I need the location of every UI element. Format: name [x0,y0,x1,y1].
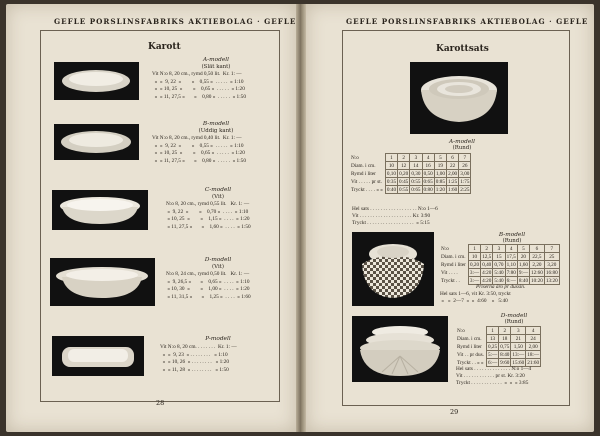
table-row [440,253,559,261]
cell: 26 [459,162,471,170]
karott-a-specs [152,71,246,101]
row-label: N:o [351,154,359,161]
spec-line: » » 9, 23 » . . . . . . . . » 1:10 [160,351,228,358]
cell: 1:25 [447,178,458,185]
cell: 0:85 [435,178,445,185]
spec-line: » 10, 30 » » 1,00 » . . . . » 1:20 [166,286,250,293]
cell: 3,20 [544,261,559,269]
karott-p-name: P-modell [205,336,231,342]
cell: 0,25 [488,343,498,350]
karottsats-d-name: D-modell [500,313,528,319]
cell: 0:40 [386,186,397,193]
spec-line: N:o 8, 24 cm., rymd 0,50 lit. Kr. 1: — [166,271,250,277]
cell: 13:— [512,351,525,358]
cell: 0:80 [423,186,433,193]
karottsats-b-photo [352,232,434,306]
cell: 17,5 [506,253,516,260]
cell: 4:20 [482,269,492,276]
cell: 3 [410,154,422,162]
cell: 1:60 [447,186,458,193]
cell: 21:60 [527,359,540,366]
cell: 1,60 [518,261,528,268]
cell: 7 [459,154,471,162]
karott-d-specs [166,271,251,301]
cell: 3:— [469,269,480,276]
cell: 24 [526,335,541,343]
karott-c-sub: (Vit) [212,194,224,200]
row-label: Diam. i cm. [457,335,482,342]
row-label: Rymd i liter [457,343,482,350]
table-row [350,162,471,170]
karottsats-d-vit-total: Vit . . . . . . . . . . . . pr st. Kr. 3:20 [456,373,525,379]
spec-line: » » 9, 22 » » 0,55 » . . . . . » 1:10 [152,142,244,149]
karott-c-specs [166,201,251,231]
karottsats-a-hel-sats: Hel sats . . . . . . . . . . . . . . . . . . N:o 1—6 [352,206,438,212]
spec-line: » 9, 26,5 » » 0,65 » . . . . » 1:10 [166,278,250,285]
spec-line: » » 10, 25 » » 0,65 » . . . . . » 1:20 [152,86,245,93]
cell: 15:60 [512,359,525,366]
table-row [456,343,541,351]
left-page-header: GEFLE PORSLINSFABRIKS AKTIEBOLAG · GEFLE [54,17,297,26]
cell: 0,30 [411,170,421,177]
spec-line: » » 11, 28 » . . . . . . . . » 1:50 [160,366,229,373]
karott-d-sub: (Vit) [212,264,224,270]
karott-b-photo [54,124,139,160]
cell: 3 [511,327,526,335]
cell: 22,5 [530,253,545,261]
spec-line: » » 9, 22 » » 0,55 » . . . . . » 1:10 [152,78,244,85]
spec-line: Vit N:o 8, 20 cm., rymd 0,40 lit. Kr. 1: — [152,135,242,141]
spec-line: » 10, 25 » » 1,15 » . . . . » 1:20 [166,216,250,223]
table-row [456,327,541,335]
cell: 0,20 [399,170,409,177]
table-row [350,154,471,162]
spec-line: » 9, 22 » » 0,70 » . . . . » 1:10 [166,208,249,215]
cell: 6:— [487,359,498,366]
karott-p-photo [52,336,144,376]
spec-line: Vit N:o 8, 20 cm., rymd 0,50 lit. Kr. 1: — [152,71,242,77]
cell: 10 [385,162,397,170]
karottsats-a-photo [410,62,508,134]
right-page-number: 29 [450,408,459,416]
row-label: Vit . . . . [441,269,458,276]
table-row [456,335,541,343]
karottsats-a-table [350,153,471,194]
karottsats-b-table [440,244,560,285]
cell: 7:80 [506,269,516,276]
row-label: Tryckt . . » » [457,359,484,366]
cell: 1,00 [435,170,445,177]
karottsats-d-sub: (Rund) [504,319,524,325]
karottsats-d-tryckt-total: Tryckt . . . . . . . . . . . . » » » 3:85 [456,380,529,386]
right-page-title: Karottsats [436,44,489,54]
cell: 1 [468,245,480,253]
cell: 2 [398,154,410,162]
left-page-title: Karott [148,42,181,52]
cell: 2 [499,327,511,335]
cell: 3,00 [460,170,470,177]
cell: 2 [481,245,493,253]
cell: 22 [446,162,458,170]
cell: 13 [486,335,498,343]
cell: 6:— [506,277,516,284]
karottsats-a-tryckt-total: Tryckt . . . . . . . . . . . . . . . . . . » 5:15 [352,220,430,226]
karottsats-b-price-note: Priserna äro pr dussin. [476,284,526,290]
cell: 0:65 [411,186,421,193]
karott-c-photo [52,190,148,230]
row-label: N:o [457,327,465,334]
cell: 18 [499,335,511,343]
table-row [440,269,559,277]
karottsats-b-sub: (Rund) [502,238,522,244]
karott-a-sub: (Slät kant) [201,64,231,70]
cell: 0,10 [386,170,396,177]
spec-line: » 11, 27,5 » » 1,60 » . . . . » 1:50 [166,223,251,230]
table-row [350,178,471,186]
cell: 10:20 [531,277,543,284]
cell: 5:— [487,351,498,358]
karott-d-name: D-modell [204,257,232,263]
cell: 2:25 [460,186,470,193]
cell: 0:35 [386,178,397,185]
row-label: N:o [441,245,449,252]
row-label: Tryckt . . [441,277,460,284]
cell: 0:65 [423,178,433,185]
karottsats-b-hel-sats: Hel sats 1—6, vit Kr. 3:50, tryckt [440,291,511,297]
cell: 0,40 [482,261,492,268]
cell: 0:45 [399,178,409,185]
spec-line: » 11, 31,5 » » 1,25 » . . . . » 1:60 [166,293,251,300]
cell: 0,70 [494,261,504,268]
cell: 5 [517,245,529,253]
cell: 12,5 [482,253,492,260]
row-label: Vit . . pr dus. [457,351,484,358]
karott-b-sub: (Uddig kant) [198,128,234,134]
cell: 14 [410,162,422,170]
karottsats-a-name: A-modell [449,139,475,145]
karottsats-b-name: B-modell [498,232,526,238]
cell: 18:— [527,351,540,358]
cell: 2,00 [526,343,541,351]
cell: 4:20 [482,277,492,284]
book-gutter [296,4,306,432]
spec-line: » » 10, 26 » . . . . . . . . » 1:20 [160,359,230,366]
row-label: Rymd i liter [351,170,376,177]
cell: 1 [486,327,498,335]
karott-c-name: C-modell [204,187,232,193]
spec-line: N:o 8, 20 cm., rymd 0,55 lit. Kr. 1: — [166,201,250,207]
cell: 9:— [518,269,529,276]
karott-b-name: B-modell [202,121,230,127]
karottsats-a-sub: (Rund) [452,145,472,151]
karottsats-a-vit-total: Vit . . . . . . . . . . . . . . . . . . . . Kr. 3:90 [352,213,431,219]
cell: 0,20 [469,261,480,268]
spec-line: » » 11, 27,5 » » 0,80 » . . . . . » 1:50 [152,93,246,100]
cell: 8:40 [518,277,529,284]
row-label: Diam. i cm. [441,253,466,260]
cell: 1,10 [506,261,516,268]
cell: 12:60 [531,269,543,276]
left-page [6,4,296,432]
cell: 9:60 [500,359,510,366]
karott-a-photo [54,62,139,100]
cell: 4 [526,327,541,335]
cell: 3 [493,245,505,253]
karottsats-d-hel-sats: Hel sats . . . . . . . . . . . . . . N:o 1—4 [456,366,532,372]
karott-p-specs [160,344,237,374]
row-label: Vit . . . . . pr st. [351,178,382,185]
cell: 0:55 [411,178,421,185]
row-label: Rymd i liter [441,261,466,268]
cell: 25 [544,253,559,261]
table-row [440,245,559,253]
cell: 12 [398,162,410,170]
cell: 0,75 [500,343,510,350]
left-page-number: 28 [156,399,165,407]
cell: 1:75 [460,178,470,185]
table-row [440,261,559,269]
cell: 5:40 [494,277,504,284]
cell: 16:80 [545,269,558,276]
cell: 7 [544,245,559,253]
row-label: Diam. i cm. [351,162,376,169]
karott-b-specs [152,135,246,165]
cell: 10 [468,253,480,261]
cell: 13:20 [545,277,558,284]
cell: 5:40 [494,269,504,276]
cell: 6 [446,154,458,162]
karott-a-name: A-modell [203,57,229,63]
table-row [456,351,541,359]
table-row [350,186,471,194]
cell: 1:20 [435,186,445,193]
cell: 0:55 [399,186,409,193]
karottsats-d-table [456,326,541,367]
cell: 8:40 [500,351,510,358]
spec-line: » » 10, 25 » » 0,65 » . . . . . » 1:20 [152,150,245,157]
right-page [306,4,594,432]
cell: 3:— [469,277,480,284]
cell: 4 [422,154,434,162]
cell: 2,20 [530,261,545,269]
right-page-header: GEFLE PORSLINSFABRIKS AKTIEBOLAG · GEFLE [346,17,589,26]
cell: 16 [422,162,434,170]
table-row [350,170,471,178]
cell: 15 [493,253,505,261]
cell: 6 [530,245,545,253]
cell: 2,00 [448,170,458,177]
cell: 19 [434,162,446,170]
spec-line: » » 11, 27,5 » » 0,80 » . . . . . » 1:50 [152,157,246,164]
row-label: Tryckt . . . . » » [351,186,383,193]
cell: 5 [434,154,446,162]
cell: 4 [505,245,517,253]
cell: 0,50 [423,170,433,177]
cell: 21 [511,335,526,343]
cell: 1 [385,154,397,162]
cell: 1,50 [511,343,526,351]
karottsats-b-row2: » » 2—7 » » 4:60 » 5:40 [440,298,508,304]
karott-d-photo [50,258,155,306]
spec-line: Vit N:o 8, 20 cm. . . . . . . . Kr. 1: — [160,344,237,350]
cell: 20 [517,253,529,261]
karottsats-d-photo [352,316,448,382]
